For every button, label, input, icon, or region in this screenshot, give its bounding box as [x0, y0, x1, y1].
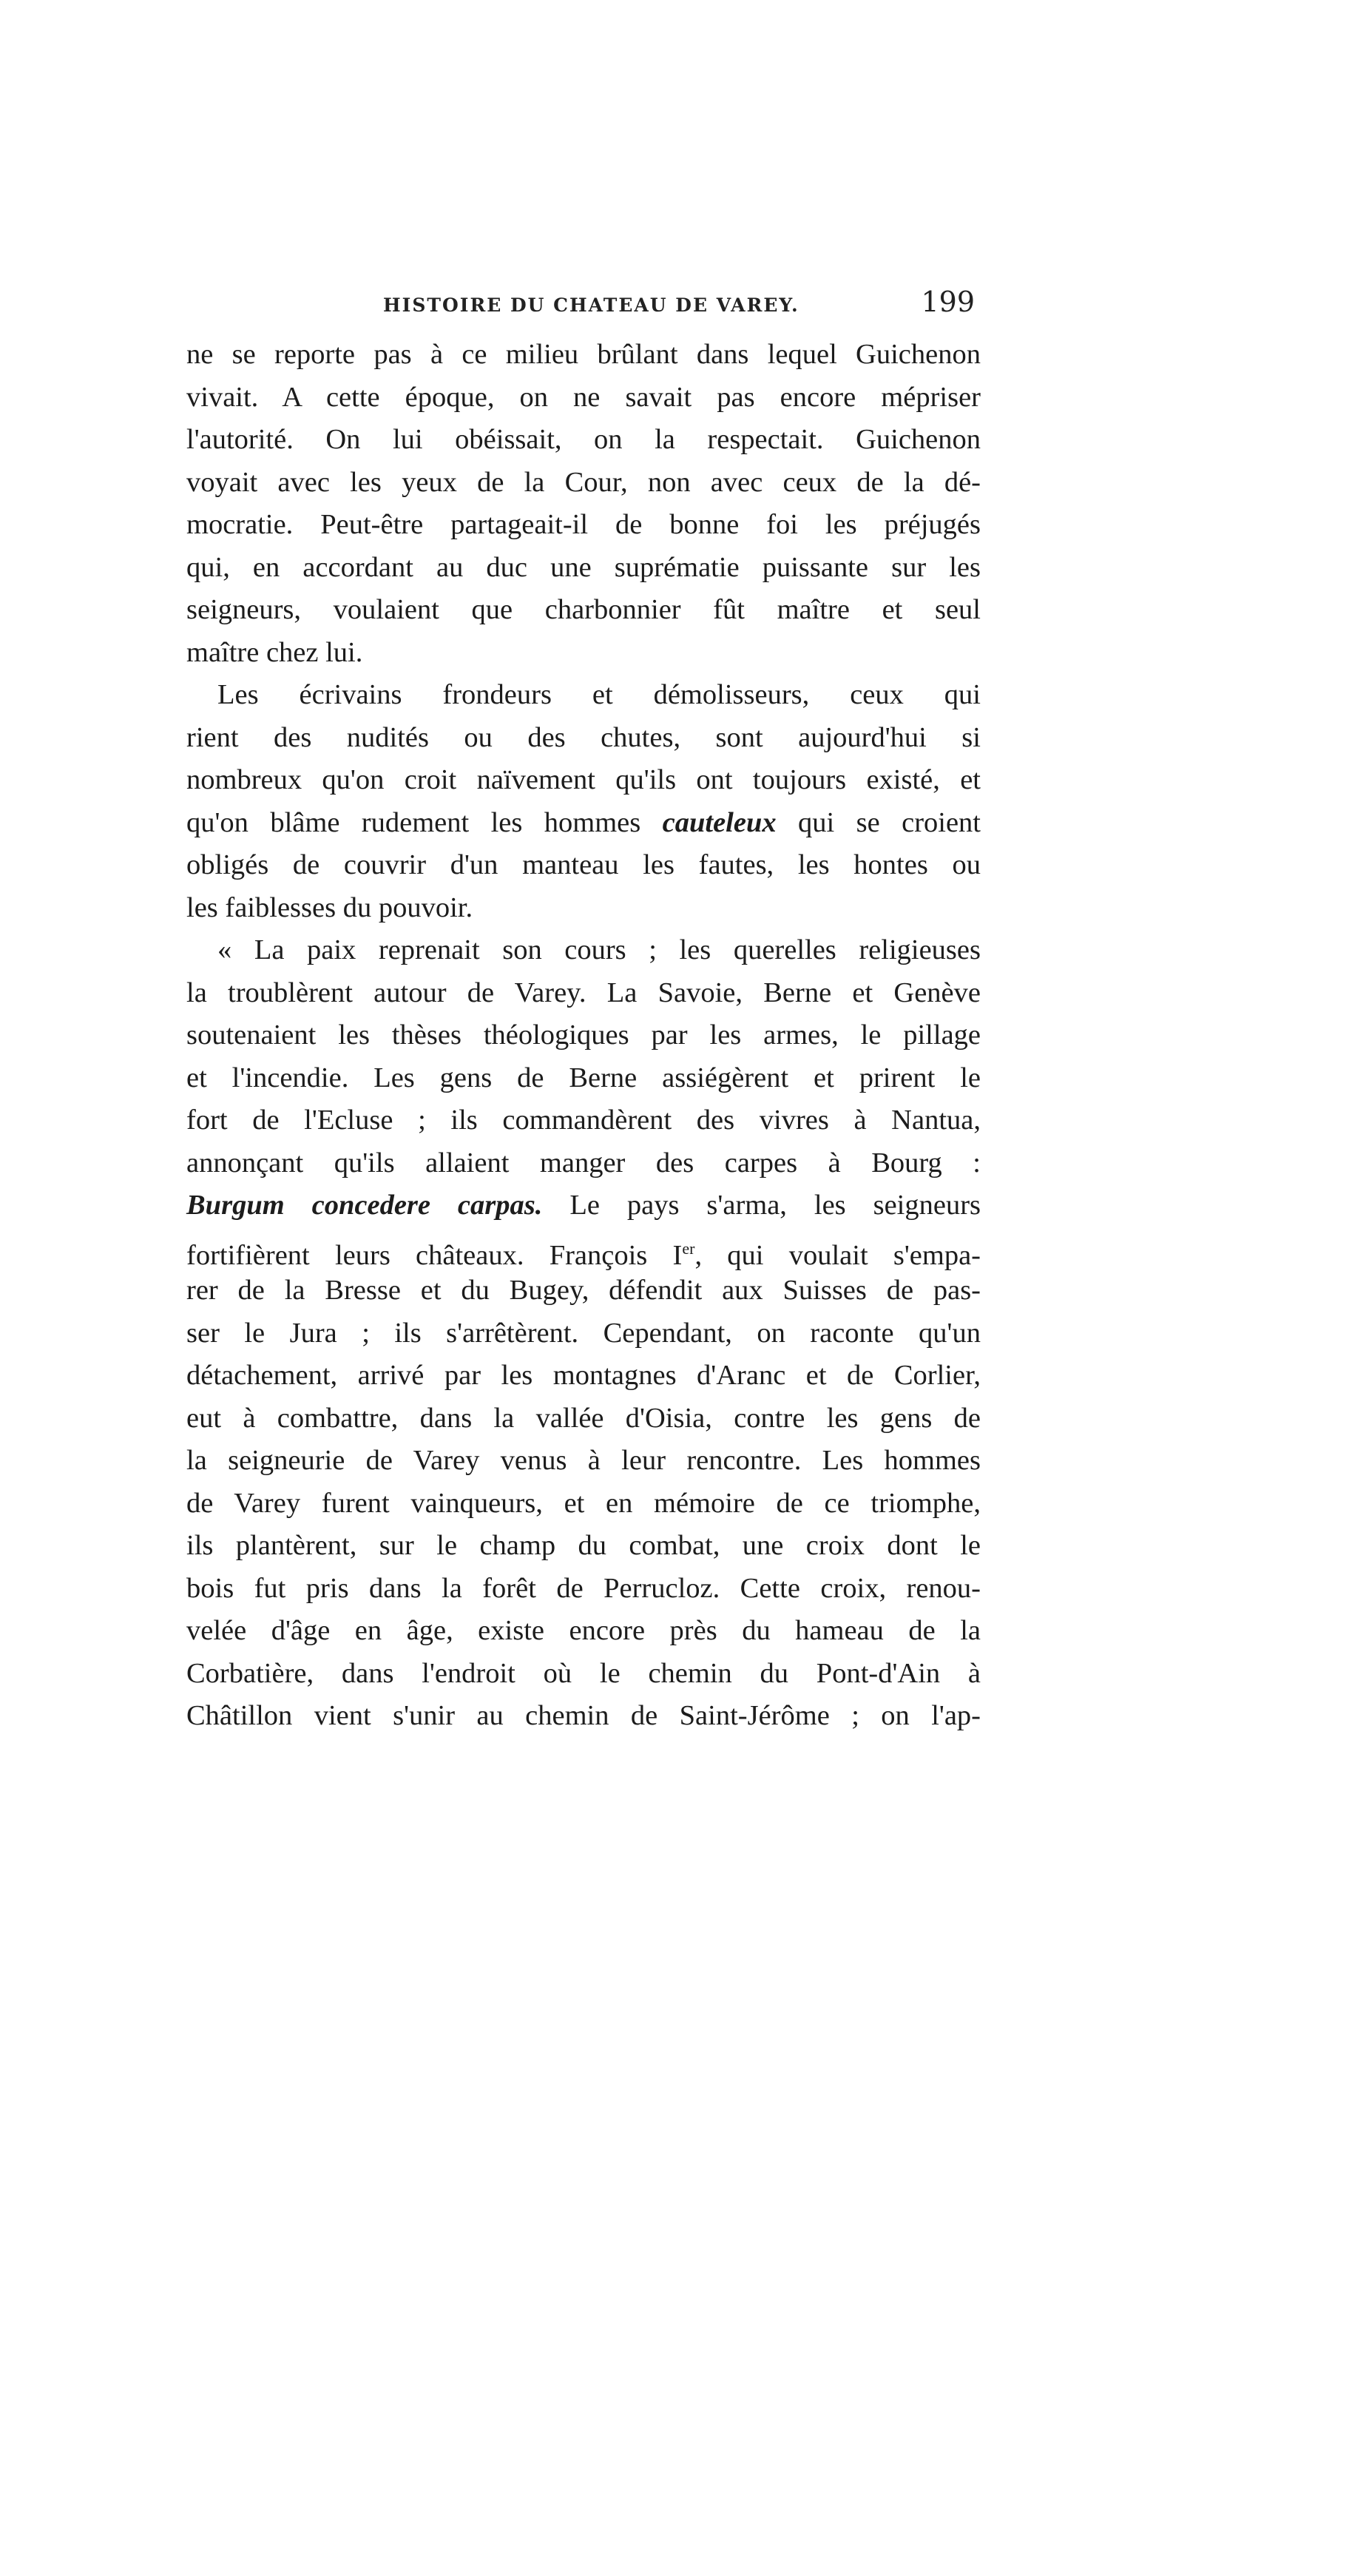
text-line: ils plantèrent, sur le champ du combat, une croix dont le: [186, 1530, 981, 1561]
text-line: vivait. A cette époque, on ne savait pas encore mépriser: [186, 381, 981, 413]
text-line: l'autorité. On lui obéissait, on la respectait. Guichenon: [186, 424, 981, 455]
text-line: bois fut pris dans la forêt de Perrucloz. Cette croix, renou-: [186, 1572, 981, 1604]
text-line: fort de l'Ecluse ; ils commandèrent des vivres à Nantua,: [186, 1105, 981, 1136]
latin-quote: Burgum concedere carpas.: [186, 1190, 543, 1221]
text-line: « La paix reprenait son cours ; les querelles religieuses: [217, 934, 981, 965]
text-segment: , qui voulait s'empa-: [694, 1239, 981, 1271]
text-line-mixed: [186, 1227, 981, 1270]
text-line: ne se reporte pas à ce milieu brûlant dans lequel Guichenon: [186, 339, 981, 370]
text-line: qui, en accordant au duc une suprématie puissante sur les: [186, 551, 981, 583]
text-line: ser le Jura ; ils s'arrêtèrent. Cependant, on raconte qu'un: [186, 1317, 981, 1349]
text-line: mocratie. Peut-être partageait-il de bonne foi les préjugés: [186, 509, 981, 540]
text-line: soutenaient les thèses théologiques par les armes, le pillage: [186, 1019, 981, 1051]
running-title: HISTOIRE DU CHATEAU DE VAREY.: [383, 294, 799, 316]
text-line: les faiblesses du pouvoir.: [186, 891, 473, 923]
text-line: détachement, arrivé par les montagnes d'Aranc et de Corlier,: [186, 1360, 981, 1391]
text-segment: qui se croient: [798, 806, 981, 838]
text-line: obligés de couvrir d'un manteau les fautes, les hontes ou: [186, 849, 981, 880]
page-number: 199: [921, 286, 975, 318]
text-line: rer de la Bresse et du Bugey, défendit aux Suisses de pas-: [186, 1275, 981, 1306]
emphasis-word: cauteleux: [662, 806, 777, 838]
text-line: de Varey furent vainqueurs, et en mémoire de ce triomphe,: [186, 1487, 981, 1519]
text-segment: qu'on blâme rudement les hommes: [186, 806, 641, 838]
text-line: Châtillon vient s'unir au chemin de Saint-Jérôme ; on l'ap-: [186, 1700, 981, 1731]
text-line-mixed: [186, 802, 981, 845]
text-line: Corbatière, dans l'endroit où le chemin du Pont-d'Ain à: [186, 1657, 981, 1689]
text-segment: fortifièrent leurs châteaux. François I: [186, 1239, 683, 1271]
text-line: rient des nudités ou des chutes, sont aujourd'hui si: [186, 721, 981, 753]
text-line: la troublèrent autour de Varey. La Savoie, Berne et Genève: [186, 977, 981, 1008]
text-line: eut à combattre, dans la vallée d'Oisia, contre les gens de: [186, 1402, 981, 1434]
text-line: Les écrivains frondeurs et démolisseurs, ceux qui: [217, 679, 981, 710]
text-line: et l'incendie. Les gens de Berne assiégèrent et prirent le: [186, 1062, 981, 1093]
text-line: maître chez lui.: [186, 636, 363, 668]
body-text: [186, 334, 981, 1738]
text-segment: Le pays s'arma, les seigneurs: [569, 1190, 981, 1221]
text-line: nombreux qu'on croit naïvement qu'ils ont toujours existé, et: [186, 764, 981, 795]
text-line: annonçant qu'ils allaient manger des carpes à Bourg :: [186, 1147, 981, 1179]
text-line: la seigneurie de Varey venus à leur rencontre. Les hommes: [186, 1445, 981, 1476]
running-header: [183, 284, 975, 328]
text-line-mixed: [186, 1184, 981, 1227]
superscript: er: [682, 1238, 695, 1258]
text-line: seigneurs, voulaient que charbonnier fût maître et seul: [186, 594, 981, 625]
text-line: velée d'âge en âge, existe encore près du hameau de la: [186, 1615, 981, 1646]
text-line: voyait avec les yeux de la Cour, non avec ceux de la dé-: [186, 466, 981, 498]
